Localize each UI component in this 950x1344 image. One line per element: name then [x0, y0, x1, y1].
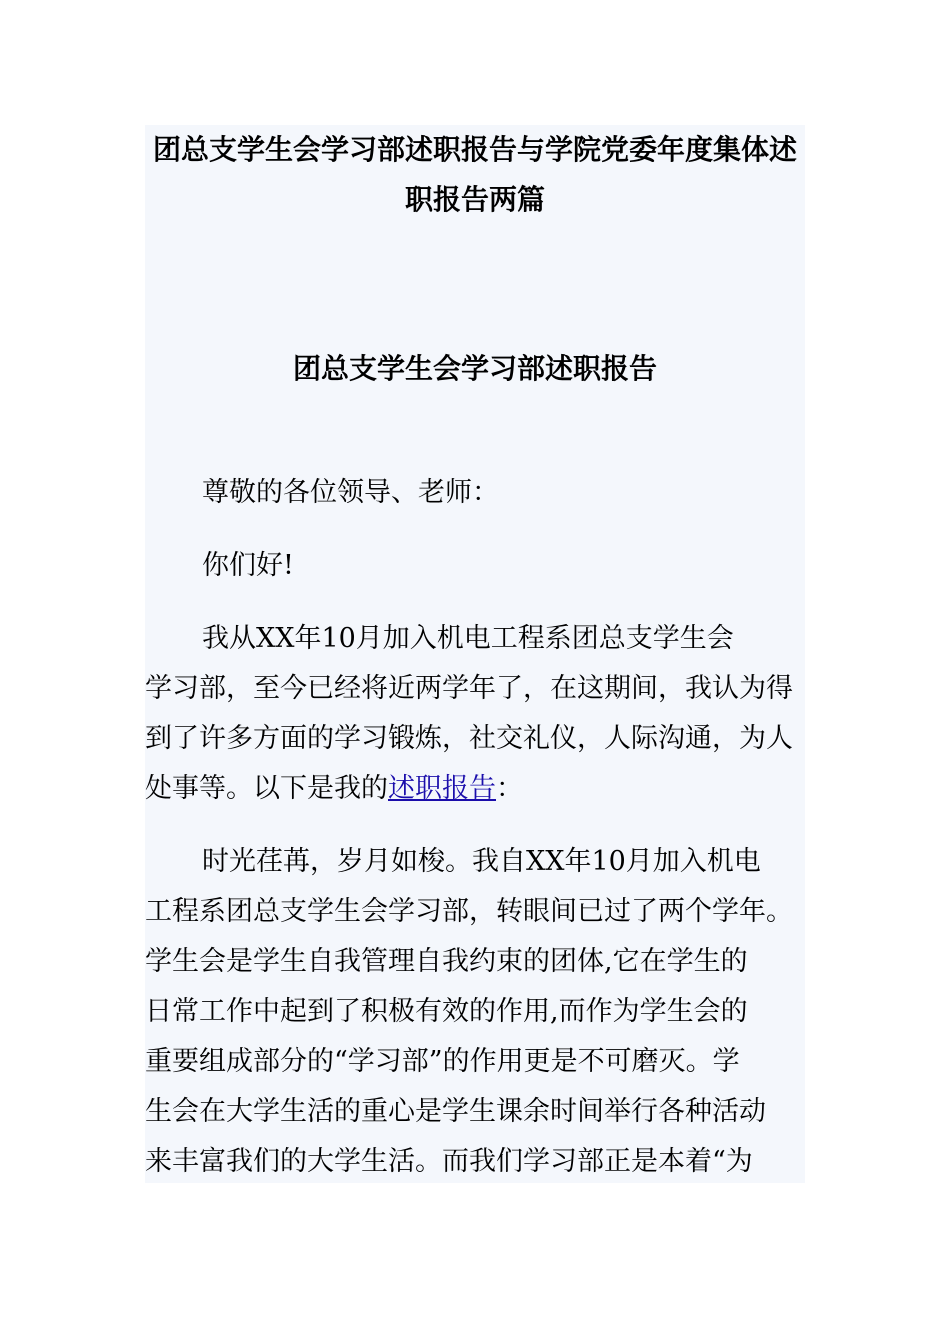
paragraph-line: 日常工作中起到了积极有效的作用,而作为学生会的 — [145, 996, 748, 1027]
section-title: 团总支学生会学习部述职报告 — [292, 352, 657, 385]
salutation — [145, 468, 825, 518]
paragraph-line-last — [145, 764, 825, 814]
paragraph-line: 重要组成部分的“学习部”的作用更是不可磨灭。学 — [145, 1046, 740, 1077]
document-title-continued: 职报告两篇 — [404, 183, 545, 216]
paragraph-body — [145, 837, 825, 1187]
paragraph-line: 时光荏苒，岁月如梭。我自XX年10月加入机电 — [202, 846, 761, 877]
paragraph-line: 到了许多方面的学习锻炼，社交礼仪，人际沟通，为人 — [145, 723, 793, 754]
paragraph-text: 处事等。以下是我的 — [145, 773, 388, 804]
salutation-text: 尊敬的各位领导、老师： — [202, 477, 499, 508]
paragraph-line: 学生会是学生自我管理自我约束的团体,它在学生的 — [145, 946, 748, 977]
paragraph-line: 来丰富我们的大学生活。而我们学习部正是本着“为 — [145, 1146, 753, 1177]
report-link[interactable]: 述职报告 — [388, 773, 496, 804]
paragraph-line: 生会在大学生活的重心是学生课余时间举行各种活动 — [145, 1096, 766, 1127]
greeting-text: 你们好! — [202, 550, 294, 581]
greeting — [145, 541, 825, 591]
paragraph-line: 学习部，至今已经将近两学年了，在这期间，我认为得 — [145, 673, 793, 704]
paragraph-line: 我从XX年10月加入机电工程系团总支学生会 — [202, 623, 734, 654]
paragraph-line: 工程系团总支学生会学习部，转眼间已过了两个学年。 — [145, 896, 793, 927]
paragraph-intro — [145, 614, 825, 814]
paragraph-text: ： — [496, 773, 523, 804]
document-title: 团总支学生会学习部述职报告与学院党委年度集体述 — [152, 133, 797, 166]
